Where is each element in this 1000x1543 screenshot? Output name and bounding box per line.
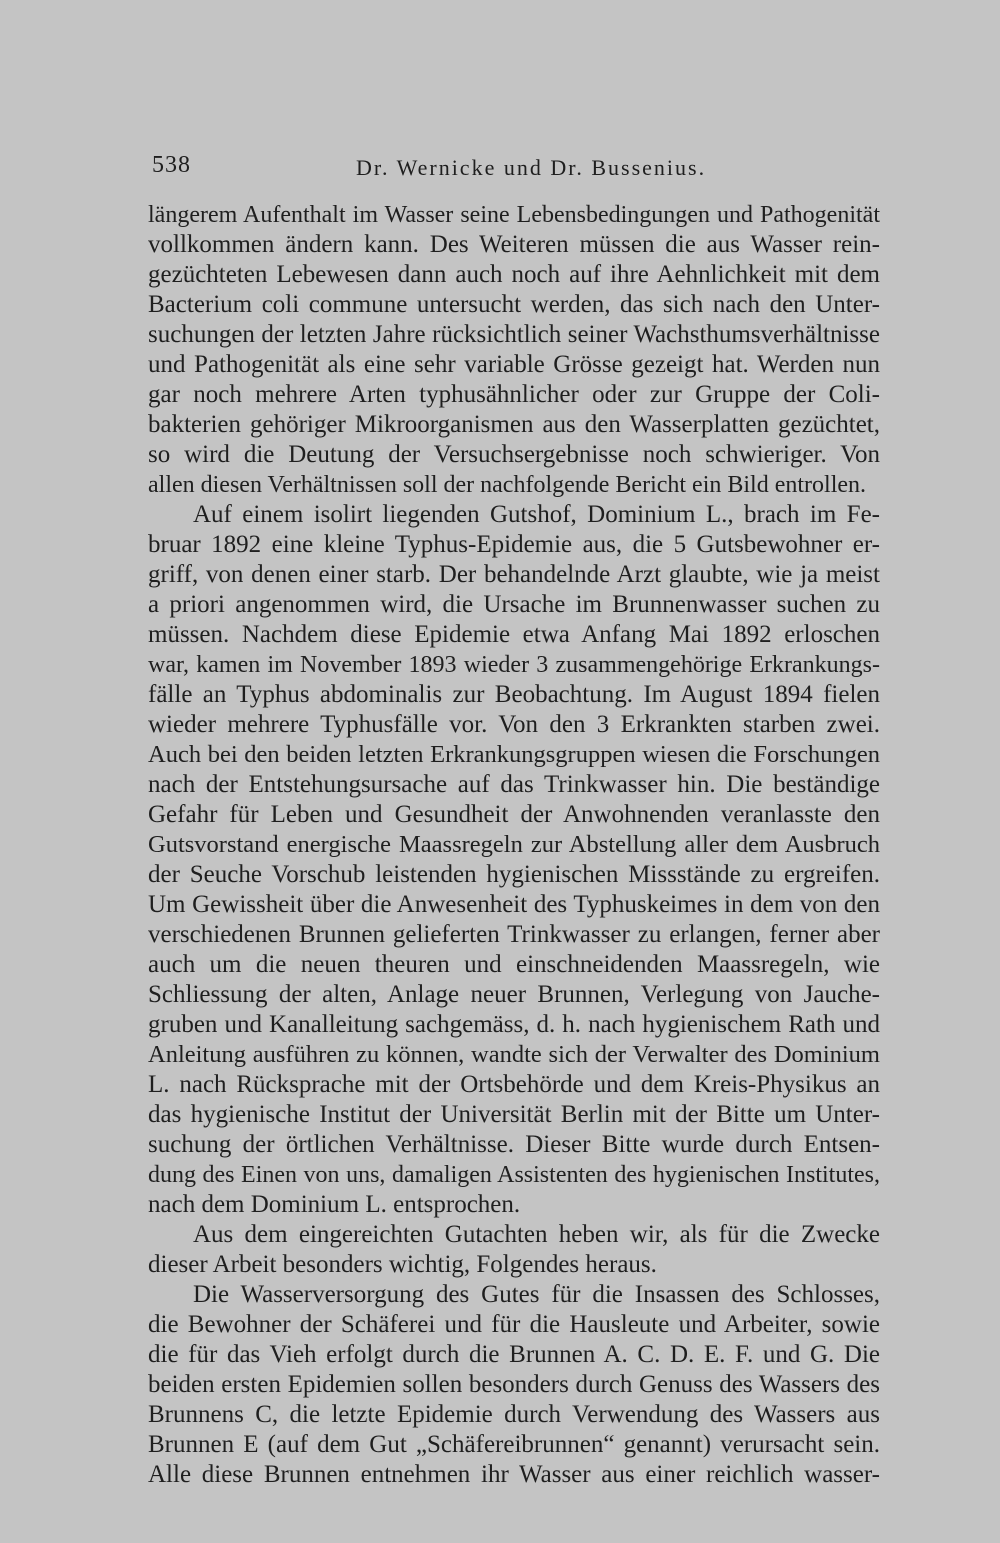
text-line: nach der Entstehungsursache auf das Trinkwasser hin. Die beständige <box>148 771 880 798</box>
running-head: Dr. Wernicke und Dr. Bussenius. <box>356 155 707 180</box>
text-line: fälle an Typhus abdominalis zur Beobachtung. Im August 1894 fielen <box>148 681 880 708</box>
text-line: Die Wasserversorgung des Gutes für die Insassen des Schlosses, <box>193 1281 880 1308</box>
text-line: vollkommen ändern kann. Des Weiteren müssen die aus Wasser rein- <box>148 231 880 258</box>
text-line: gezüchteten Lebewesen dann auch noch auf ihre Aehnlichkeit mit dem <box>148 261 880 288</box>
text-line: wieder mehrere Typhusfälle vor. Von den 3 Erkrankten starben zwei. <box>148 711 880 738</box>
text-line: Gefahr für Leben und Gesundheit der Anwohnenden veranlasste den <box>148 801 880 828</box>
text-line: beiden ersten Epidemien sollen besonders durch Genuss des Wassers des <box>148 1371 880 1398</box>
text-line: Anleitung ausführen zu können, wandte sich der Verwalter des Dominium <box>148 1041 880 1068</box>
text-line: a priori angenommen wird, die Ursache im Brunnenwasser suchen zu <box>148 591 880 618</box>
text-line: so wird die Deutung der Versuchsergebnisse noch schwieriger. Von <box>148 441 880 468</box>
text-line: griff, von denen einer starb. Der behandelnde Arzt glaubte, wie ja meist <box>148 561 880 588</box>
text-line: Brunnen E (auf dem Gut „Schäfereibrunnen“ genannt) verursacht sein. <box>148 1431 880 1458</box>
text-line: Brunnens C, die letzte Epidemie durch Verwendung des Wassers aus <box>148 1401 880 1428</box>
text-line: war, kamen im November 1893 wieder 3 zusammengehörige Erkrankungs- <box>148 652 880 678</box>
text-line: Bacterium coli commune untersucht werden, das sich nach den Unter- <box>148 291 880 318</box>
text-line: auch um die neuen theuren und einschneidenden Maassregeln, wie <box>148 951 880 978</box>
text-line: längerem Aufenthalt im Wasser seine Lebensbedingungen und Pathogenität <box>148 202 880 228</box>
text-line: und Pathogenität als eine sehr variable Grösse gezeigt hat. Werden nun <box>148 351 880 378</box>
text-line: bruar 1892 eine kleine Typhus-Epidemie aus, die 5 Gutsbewohner er- <box>148 531 880 558</box>
text-line: die für das Vieh erfolgt durch die Brunnen A. C. D. E. F. und G. Die <box>148 1341 880 1368</box>
text-line: dieser Arbeit besonders wichtig, Folgendes heraus. <box>148 1251 657 1278</box>
text-line: der Seuche Vorschub leistenden hygienischen Missstände zu ergreifen. <box>148 861 880 888</box>
text-line: verschiedenen Brunnen gelieferten Trinkwasser zu erlangen, ferner aber <box>148 921 880 948</box>
text-line: bakterien gehöriger Mikroorganismen aus den Wasserplatten gezüchtet, <box>148 411 880 438</box>
text-line: L. nach Rücksprache mit der Ortsbehörde und dem Kreis-Physikus an <box>148 1071 880 1098</box>
text-line: Alle diese Brunnen entnehmen ihr Wasser aus einer reichlich wasser- <box>148 1461 880 1488</box>
text-line: Auf einem isolirt liegenden Gutshof, Dominium L., brach im Fe- <box>193 501 880 528</box>
text-line: Um Gewissheit über die Anwesenheit des Typhuskeimes in dem von den <box>148 891 880 918</box>
text-line: die Bewohner der Schäferei und für die Hausleute und Arbeiter, sowie <box>148 1311 880 1338</box>
page-number: 538 <box>152 152 191 178</box>
text-line: allen diesen Verhältnissen soll der nachfolgende Bericht ein Bild entrollen. <box>148 472 867 498</box>
text-line: Schliessung der alten, Anlage neuer Brunnen, Verlegung von Jauche- <box>148 981 880 1008</box>
text-line: das hygienische Institut der Universität Berlin mit der Bitte um Unter- <box>148 1101 880 1128</box>
text-line: nach dem Dominium L. entsprochen. <box>148 1191 521 1218</box>
body-text <box>148 200 880 1490</box>
text-line: Auch bei den beiden letzten Erkrankungsgruppen wiesen die Forschungen <box>148 741 880 768</box>
text-line: suchungen der letzten Jahre rücksichtlich seiner Wachsthumsverhältnisse <box>148 321 880 348</box>
text-line: gruben und Kanalleitung sachgemäss, d. h. nach hygienischem Rath und <box>148 1011 880 1038</box>
text-line: dung des Einen von uns, damaligen Assistenten des hygienischen Institutes, <box>148 1162 880 1188</box>
text-line: Gutsvorstand energische Maassregeln zur Abstellung aller dem Ausbruch <box>148 831 880 858</box>
text-line: müssen. Nachdem diese Epidemie etwa Anfang Mai 1892 erloschen <box>148 621 880 648</box>
text-line: Aus dem eingereichten Gutachten heben wir, als für die Zwecke <box>193 1221 880 1248</box>
text-line: suchung der örtlichen Verhältnisse. Dieser Bitte wurde durch Entsen- <box>148 1131 880 1158</box>
text-line: gar noch mehrere Arten typhusähnlicher oder zur Gruppe der Coli- <box>148 381 880 408</box>
